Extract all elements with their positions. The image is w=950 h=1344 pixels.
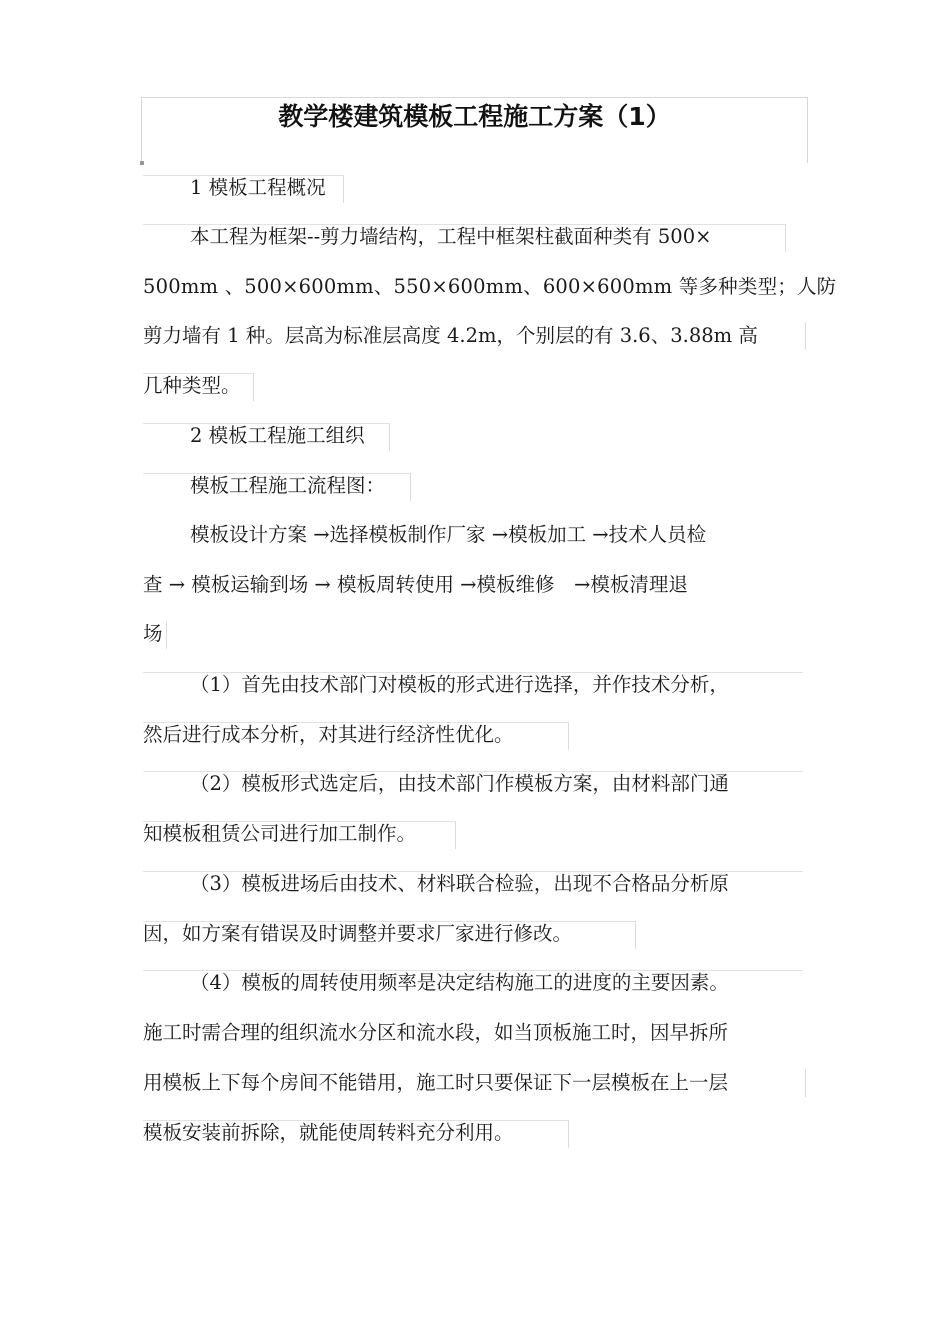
paragraph-line: 知模板租赁公司进行加工制作。: [143, 822, 417, 845]
line-guide: [785, 224, 786, 252]
line-guide: [389, 423, 390, 451]
line-guide: [410, 473, 411, 501]
document-title: 教学楼建筑模板工程施工方案（1）: [278, 102, 671, 131]
paragraph-line: 几种类型。: [143, 374, 241, 397]
paragraph-line: 剪力墙有 1 种。层高为标准层高度 4.2m，个别层的有 3.6、3.88m 高: [143, 324, 758, 347]
paragraph-line: 场: [143, 622, 163, 645]
paragraph-line: 然后进行成本分析，对其进行经济性优化。: [143, 723, 514, 746]
line-guide: [253, 373, 254, 401]
line-guide: [166, 621, 167, 649]
paragraph-line: 本工程为框架--剪力墙结构，工程中框架柱截面种类有 500×: [190, 225, 712, 248]
section-heading-2: 2 模板工程施工组织: [190, 424, 365, 447]
paragraph-line: （3）模板进场后由技术、材料联合检验，出现不合格品分析原: [190, 872, 729, 895]
paragraph-line: 500mm 、500×600mm、550×600mm、600×600mm 等多种类型；人防: [143, 275, 837, 298]
paragraph-line: 用模板上下每个房间不能错用，施工时只要保证下一层模板在上一层: [143, 1071, 729, 1094]
line-guide: [805, 1069, 806, 1097]
line-guide: [343, 175, 344, 203]
paragraph-line: 因，如方案有错误及时调整并要求厂家进行修改。: [143, 922, 573, 945]
paragraph-line: 模板安装前拆除，就能使周转料充分利用。: [143, 1121, 514, 1144]
paragraph-line: （2）模板形式选定后，由技术部门作模板方案，由材料部门通: [190, 772, 729, 795]
paragraph-line: （4）模板的周转使用频率是决定结构施工的进度的主要因素。: [190, 971, 729, 994]
line-guide: [635, 921, 636, 949]
line-guide: [568, 1120, 569, 1148]
frame-corner-mark: [140, 161, 144, 165]
line-guide: [568, 722, 569, 750]
line-guide: [805, 322, 806, 350]
paragraph-line: 模板设计方案 →选择模板制作厂家 →模板加工 →技术人员检: [190, 523, 707, 546]
line-guide: [455, 821, 456, 849]
paragraph-line: 查 → 模板运输到场 → 模板周转使用 →模板维修 →模板清理退: [143, 573, 688, 596]
paragraph-line: （1）首先由技术部门对模板的形式进行选择，并作技术分析，: [190, 673, 729, 696]
flowchart-caption: 模板工程施工流程图：: [190, 474, 386, 497]
paragraph-line: 施工时需合理的组织流水分区和流水段，如当顶板施工时，因早拆所: [143, 1021, 729, 1044]
section-heading-1: 1 模板工程概况: [190, 176, 326, 199]
